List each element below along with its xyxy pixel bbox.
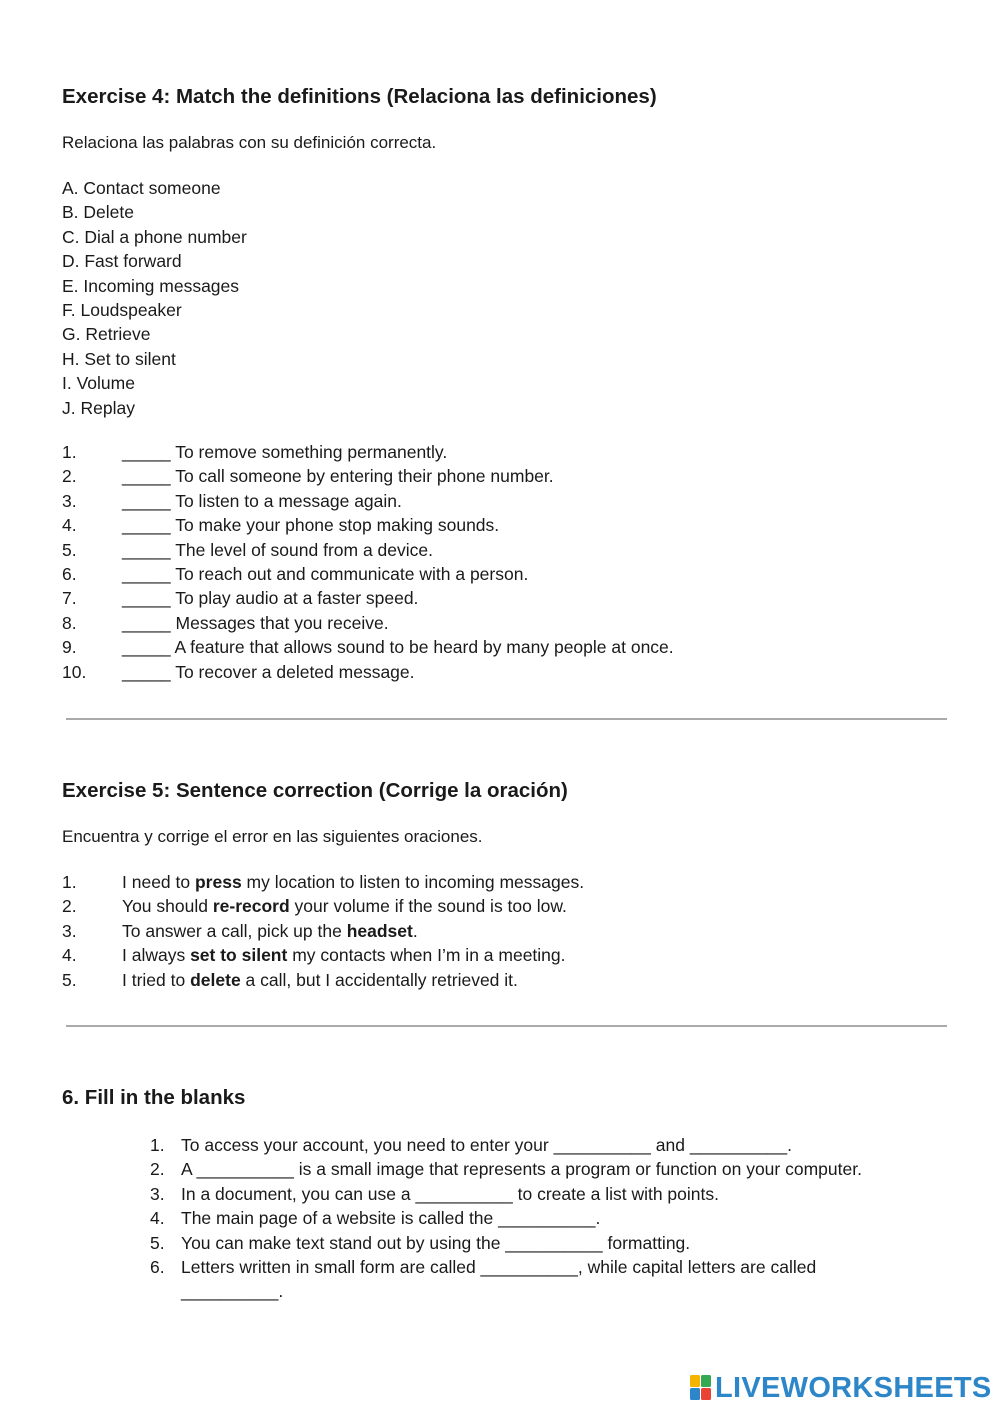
definition-item [62, 489, 674, 513]
section-divider [66, 1025, 947, 1027]
sentence-item [62, 870, 584, 894]
fill-item [150, 1182, 870, 1206]
exercise5-instruction: Encuentra y corrige el error en las siguientes oraciones. [62, 827, 483, 846]
sentence-text-before: I always [122, 945, 191, 966]
definition-text: _____ To call someone by entering their phone number. [122, 466, 554, 487]
fill-item [150, 1133, 870, 1157]
definition-item [62, 562, 674, 586]
exercise6-items-list [150, 1133, 870, 1304]
fill-text: To access your account, you need to enter your __________ and __________. [181, 1135, 793, 1155]
definition-number: 6. [62, 563, 77, 584]
liveworksheets-logo[interactable] [690, 1373, 992, 1403]
definition-number: 7. [62, 588, 77, 609]
fill-text: The main page of a website is called the __________. [181, 1208, 601, 1229]
fill-text: Letters written in small form are called __________, while capital letters are called __________. [181, 1257, 817, 1302]
definition-text: _____ To remove something permanently. [122, 442, 448, 462]
option-item: J. Replay [62, 397, 135, 418]
sentence-number: 1. [62, 872, 77, 892]
definition-item [62, 513, 674, 537]
fill-number: 5. [150, 1232, 165, 1253]
definition-number: 2. [62, 466, 77, 487]
definition-number: 10. [62, 661, 87, 682]
fill-number: 1. [150, 1135, 165, 1155]
definition-item [62, 635, 674, 659]
exercise5-title: Exercise 5: Sentence correction (Corrige la oración) [62, 779, 568, 802]
fill-item [150, 1255, 870, 1304]
sentence-text-before: To answer a call, pick up the [122, 920, 347, 941]
definition-number: 4. [62, 515, 77, 536]
fill-number: 3. [150, 1183, 165, 1204]
option-item: A. Contact someone [62, 178, 221, 198]
definition-text: _____ A feature that allows sound to be heard by many people at once. [122, 637, 674, 658]
definition-item [62, 660, 674, 684]
option-item: D. Fast forward [62, 251, 182, 272]
definition-number: 1. [62, 442, 77, 462]
sentence-text-before: I need to [122, 872, 195, 892]
sentence-error-word: headset [346, 920, 413, 941]
option-item: F. Loudspeaker [62, 299, 182, 320]
definition-number: 3. [62, 490, 77, 511]
sentence-text-after: my location to listen to incoming messages. [241, 872, 585, 892]
definition-text: _____ To listen to a message again. [122, 490, 402, 511]
option-item: G. Retrieve [62, 324, 151, 345]
section-divider [66, 718, 947, 720]
sentence-item [62, 968, 584, 992]
fill-number: 6. [150, 1257, 165, 1278]
definition-item [62, 611, 674, 635]
sentence-number: 3. [62, 920, 77, 941]
sentence-item [62, 943, 584, 967]
fill-text: A __________ is a small image that represents a program or function on your computer. [181, 1159, 862, 1180]
sentence-item [62, 894, 584, 918]
definition-text: _____ The level of sound from a device. [122, 539, 433, 560]
fill-item [150, 1206, 870, 1230]
fill-text: You can make text stand out by using the __________ formatting. [181, 1232, 691, 1253]
sentence-number: 2. [62, 896, 77, 917]
sentence-text-before: I tried to [122, 969, 191, 990]
sentence-error-word: set to silent [190, 945, 288, 966]
definition-text: _____ To recover a deleted message. [122, 661, 415, 682]
fill-number: 2. [150, 1159, 165, 1180]
fill-text: In a document, you can use a __________ to create a list with points. [181, 1183, 719, 1204]
sentence-text-after: your volume if the sound is too low. [289, 896, 567, 917]
definition-text: _____ Messages that you receive. [122, 612, 389, 633]
definition-item [62, 586, 674, 610]
sentence-number: 4. [62, 945, 77, 966]
sentence-text-after: my contacts when I’m in a meeting. [287, 945, 566, 966]
definition-item [62, 464, 674, 488]
definition-item [62, 538, 674, 562]
exercise4-title: Exercise 4: Match the definitions (Relaciona las definiciones) [62, 85, 657, 108]
definition-number: 9. [62, 637, 77, 658]
sentence-error-word: re-record [212, 896, 290, 917]
sentence-number: 5. [62, 969, 77, 990]
sentence-text-before: You should [122, 896, 213, 917]
definition-number: 5. [62, 539, 77, 560]
option-item: C. Dial a phone number [62, 226, 247, 247]
sentence-item [62, 919, 584, 943]
fill-item [150, 1231, 870, 1255]
definition-text: _____ To play audio at a faster speed. [122, 588, 419, 609]
exercise4-instruction: Relaciona las palabras con su definición correcta. [62, 133, 437, 152]
exercise6-title: 6. Fill in the blanks [62, 1086, 246, 1109]
definition-item [62, 440, 674, 464]
option-item: H. Set to silent [62, 348, 176, 369]
liveworksheets-logo-icon [690, 1375, 712, 1401]
option-item: B. Delete [62, 202, 134, 223]
sentence-text-after: . [412, 920, 418, 941]
definition-text: _____ To make your phone stop making sounds. [122, 515, 500, 536]
sentence-text-after: a call, but I accidentally retrieved it. [240, 969, 518, 990]
definition-number: 8. [62, 612, 77, 633]
exercise5-sentences-list [62, 870, 584, 992]
fill-number: 4. [150, 1208, 165, 1229]
sentence-error-word: press [194, 872, 242, 892]
exercise4-options-list [62, 176, 247, 420]
definition-text: _____ To reach out and communicate with a person. [122, 563, 529, 584]
sentence-error-word: delete [190, 969, 241, 990]
exercise4-definitions-list [62, 440, 674, 684]
option-item: I. Volume [62, 373, 135, 394]
option-item: E. Incoming messages [62, 275, 240, 296]
fill-item [150, 1157, 870, 1181]
liveworksheets-logo-text: LIVEWORKSHEETS [715, 1371, 992, 1404]
